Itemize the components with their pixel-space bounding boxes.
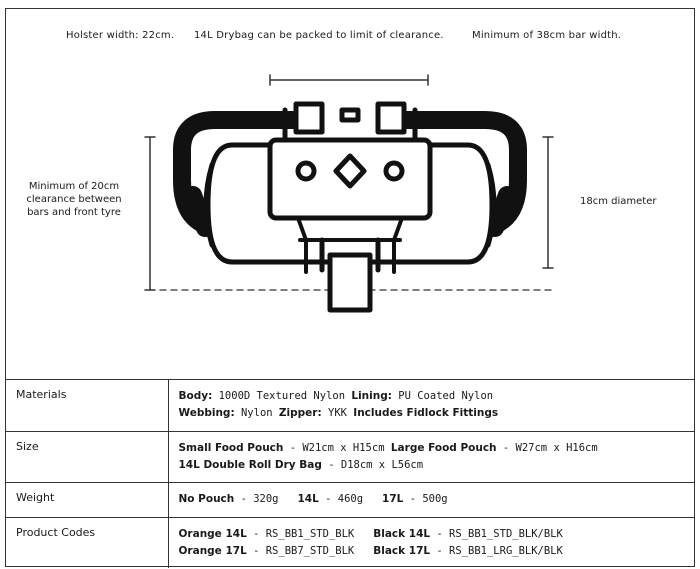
stem (330, 255, 370, 310)
diameter-note: 18cm diameter (580, 196, 657, 207)
specs-table (6, 379, 694, 568)
holster-width-note: Holster width: 22cm. (66, 30, 175, 41)
bar-width-note: Minimum of 38cm bar width. (472, 30, 622, 41)
table-row (6, 380, 694, 432)
clearance-note-line-1: Minimum of 20cm (28, 181, 120, 192)
materials-label: Materials (6, 380, 168, 432)
size-value: Small Food Pouch - W21cm x H15cm Large Food Pouch - W27cm x H16cm 14L Double Roll Dry Bag - D18cm x L56cm (168, 432, 694, 483)
table-row (6, 518, 694, 568)
table-row (6, 483, 694, 518)
clearance-note-line-2: clearance between (26, 194, 122, 205)
clearance-note-line-3: bars and front tyre (27, 207, 121, 218)
table-row (6, 432, 694, 483)
codes-label: Product Codes (6, 518, 168, 568)
holster-width-dimension (270, 75, 428, 85)
diameter-dimension (543, 137, 553, 268)
size-label: Size (6, 432, 168, 483)
clearance-dimension (145, 137, 155, 290)
holster-plate (270, 104, 430, 218)
weight-label: Weight (6, 483, 168, 518)
materials-value: Body: 1000D Textured Nylon Lining: PU Coated Nylon Webbing: Nylon Zipper: YKK Includes Fidlock Fittings (168, 380, 694, 432)
weight-value: No Pouch - 320g 14L - 460g 17L - 500g (168, 483, 694, 518)
drybag-note: 14L Drybag can be packed to limit of clearance. (194, 30, 444, 41)
codes-value: Orange 14L - RS_BB1_STD_BLK Black 14L - RS_BB1_STD_BLK/BLK Orange 17L - RS_BB7_STD_BLK Black 17L - RS_BB1_LRG_BLK/BLK (168, 518, 694, 568)
